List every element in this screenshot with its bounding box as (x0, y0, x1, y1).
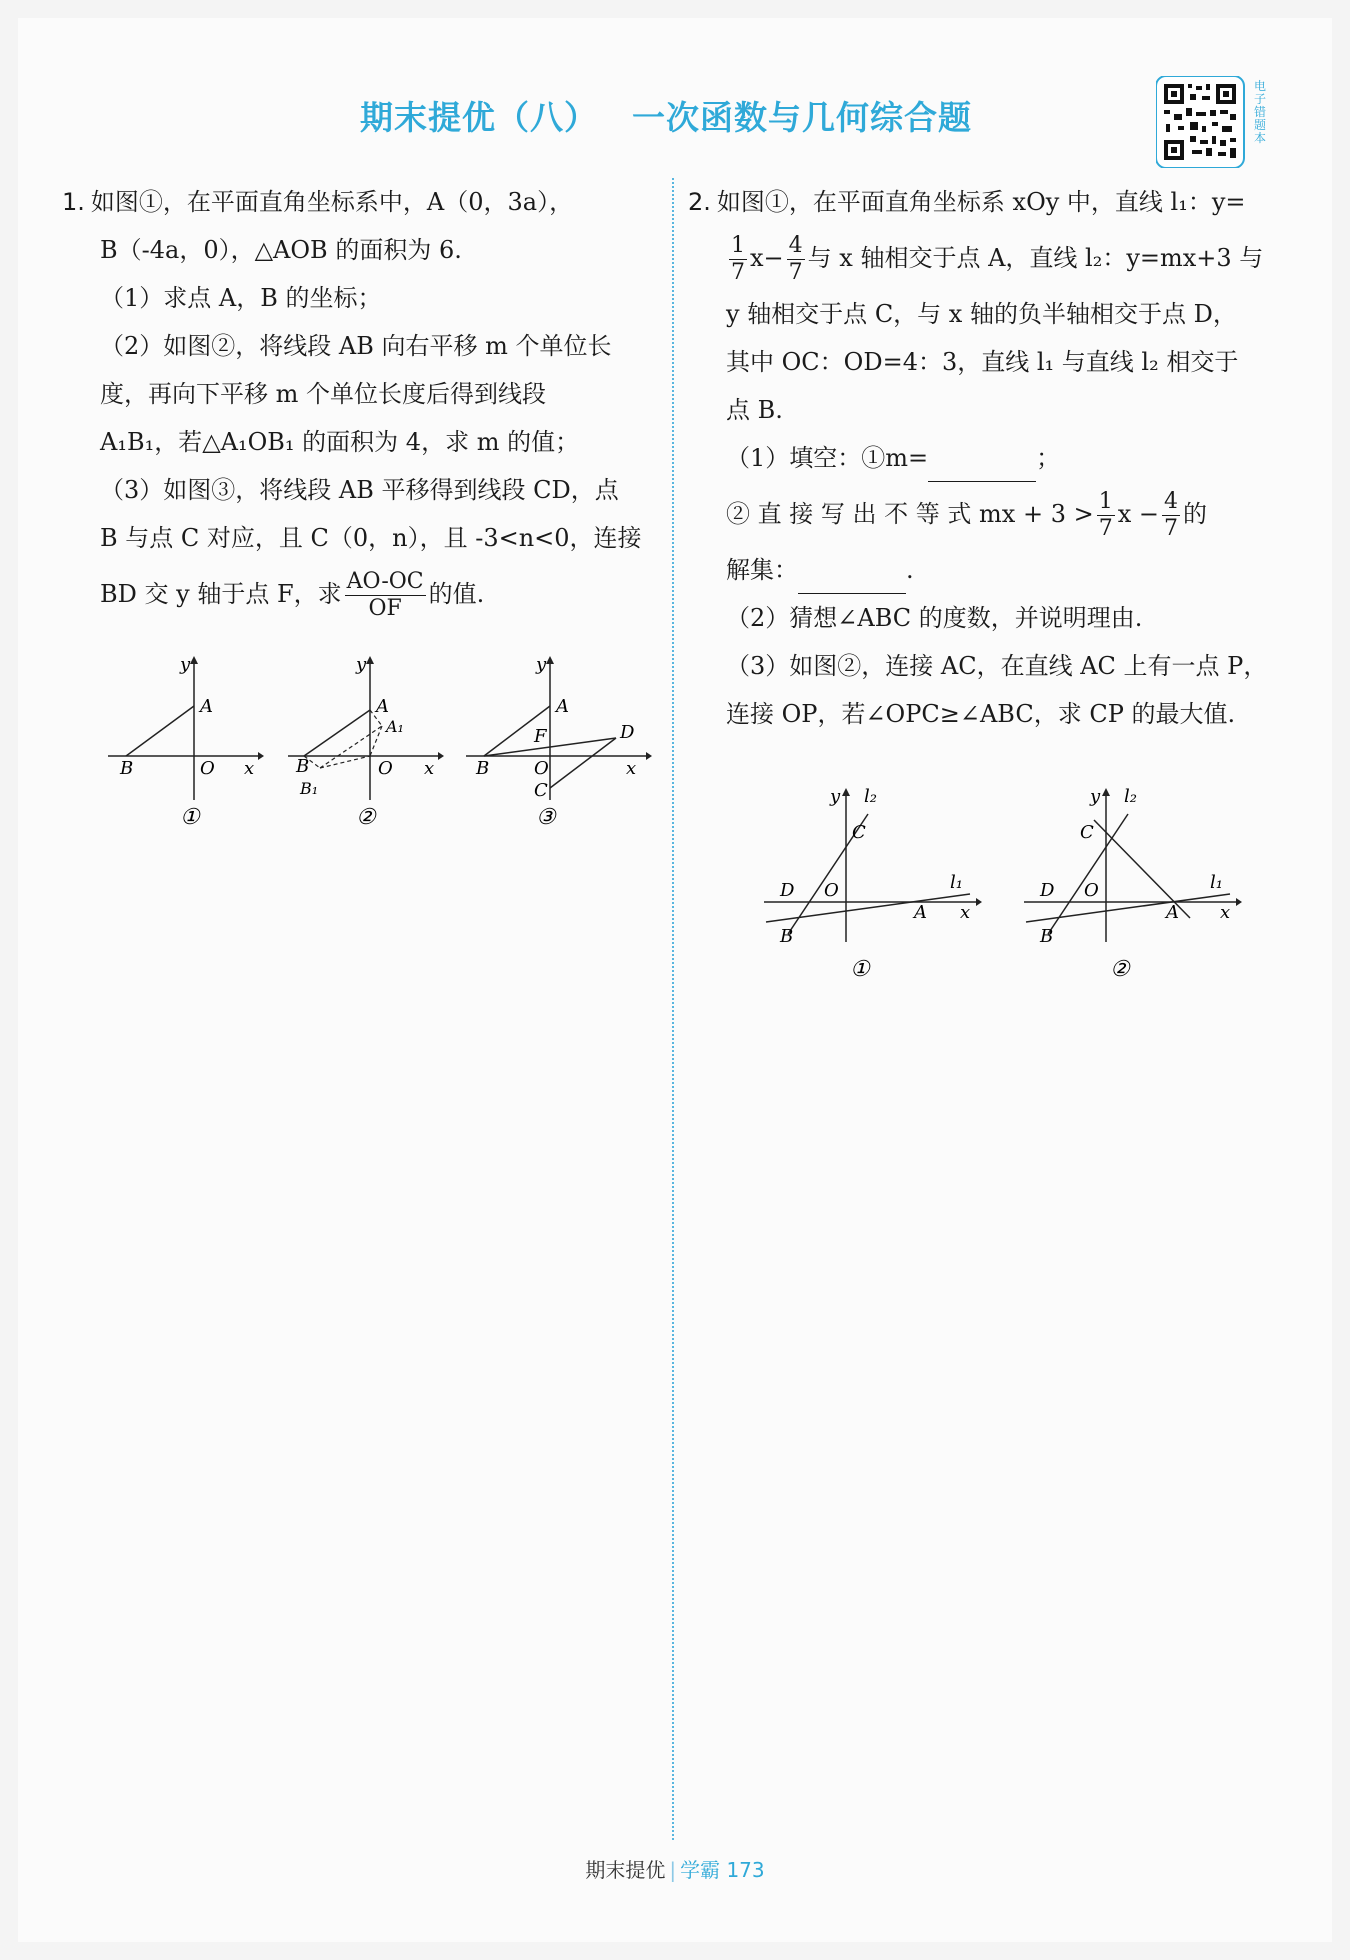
svg-text:C: C (1080, 822, 1094, 843)
q2-frac-4-den: 7 (1163, 516, 1178, 541)
q2-frac-2-num: 4 (788, 233, 803, 258)
q2-inequality-x: x − (1117, 500, 1159, 528)
svg-text:x: x (626, 758, 637, 779)
q2-frac-4 (1162, 489, 1180, 542)
svg-text:B₁: B₁ (300, 779, 319, 798)
q1-figure-3 (462, 650, 652, 830)
q1-number: 1. (62, 188, 85, 216)
q2-line-5: 点 B. (726, 396, 783, 424)
footer-label: 期末提优 (585, 1858, 666, 1882)
q2-part-2: （2）猜想∠ABC 的度数，并说明理由. (726, 604, 1143, 632)
svg-text:x: x (244, 758, 255, 779)
svg-text:y: y (180, 654, 191, 675)
svg-text:l₁: l₁ (1210, 872, 1223, 893)
q2-line-1: 如图①，在平面直角坐标系 xOy 中，直线 l₁：y= (716, 188, 1246, 216)
footer-separator: | (669, 1858, 677, 1882)
svg-text:y: y (536, 654, 547, 675)
q2-solution-set-line (688, 546, 1280, 594)
q2-blank-m[interactable] (928, 451, 1036, 482)
question-1 (62, 178, 654, 626)
svg-text:B: B (296, 756, 310, 777)
q1-figure-1 (104, 650, 264, 830)
svg-text:l₁: l₁ (950, 872, 963, 893)
q1-line-9b: 的值. (428, 580, 485, 608)
q2-line-2 (688, 226, 1280, 290)
q2-frac-1-num: 1 (731, 233, 745, 258)
q1-line-6: A₁B₁，若△A₁OB₁ 的面积为 4，求 m 的值； (100, 428, 580, 456)
column-divider (672, 178, 674, 1840)
q2-solution-end: . (906, 556, 914, 584)
q1-part-1: （1）求点 A，B 的坐标； (100, 284, 382, 312)
q2-line-4: 其中 OC：OD=4：3，直线 l₁ 与直线 l₂ 相交于 (726, 348, 1239, 376)
svg-text:y: y (1090, 786, 1101, 807)
q2-part-1 (688, 434, 1280, 482)
svg-text:B: B (780, 926, 794, 947)
q2-solution-set-label: 解集： (726, 556, 798, 584)
q1-figure-2 (284, 650, 444, 830)
svg-text:C: C (852, 822, 866, 843)
q2-line-11: 连接 OP，若∠OPC≥∠ABC，求 CP 的最大值. (726, 700, 1236, 728)
svg-text:x: x (1220, 902, 1231, 923)
page-title (360, 92, 1000, 139)
svg-text:A: A (556, 696, 569, 717)
svg-text:y: y (830, 786, 841, 807)
svg-text:B: B (476, 758, 490, 779)
q2-fig-label-2: ② (1110, 957, 1130, 982)
svg-text:l₂: l₂ (1124, 786, 1137, 807)
svg-text:D: D (780, 880, 795, 901)
q2-frac-1 (729, 233, 747, 286)
svg-text:D: D (1040, 880, 1055, 901)
svg-text:B: B (1040, 926, 1054, 947)
title-right: 一次函数与几何综合题 (632, 98, 972, 137)
q2-part-1-text: （1）填空：①m= (726, 444, 929, 472)
svg-text:A: A (376, 696, 389, 717)
page-number: 173 (726, 1858, 765, 1882)
q2-figure-2 (1014, 784, 1244, 984)
q2-blank-solution[interactable] (798, 563, 906, 594)
q1-fig-label-3: ③ (536, 805, 556, 830)
q2-line-2b: 与 x 轴相交于点 A，直线 l₂：y=mx+3 与 (807, 244, 1264, 272)
q1-fig-label-2: ② (356, 805, 376, 830)
question-2 (688, 178, 1280, 738)
svg-text:D: D (620, 722, 635, 743)
q2-line-3: y 轴相交于点 C，与 x 轴的负半轴相交于点 D， (726, 300, 1237, 328)
svg-text:O: O (534, 758, 549, 779)
q2-frac-3 (1097, 489, 1115, 542)
svg-text:x: x (424, 758, 435, 779)
q1-line-9 (62, 562, 654, 626)
q1-line-1: 如图①，在平面直角坐标系中，A（0，3a）， (90, 188, 574, 216)
q2-frac-3-den: 7 (1098, 516, 1113, 541)
title-left: 期末提优（八） (360, 98, 598, 137)
q1-part-2: （2）如图②，将线段 AB 向右平移 m 个单位长 (100, 332, 612, 360)
qr-label: 电子错题本 (1254, 79, 1267, 145)
svg-text:A₁: A₁ (386, 717, 404, 736)
q2-inequality-line (688, 482, 1280, 546)
svg-text:B: B (120, 758, 134, 779)
svg-text:C: C (534, 780, 548, 801)
svg-text:O: O (200, 758, 215, 779)
svg-text:A: A (914, 902, 927, 923)
page-footer (0, 1854, 1350, 1883)
q2-frac-2 (787, 233, 805, 286)
svg-text:O: O (378, 758, 393, 779)
q1-fig-label-1: ① (180, 805, 200, 830)
q2-number: 2. (688, 188, 711, 216)
svg-text:l₂: l₂ (864, 786, 877, 807)
footer-brand: 学霸 (680, 1858, 721, 1882)
svg-text:y: y (356, 654, 367, 675)
q2-frac-1-den: 7 (731, 260, 745, 285)
q2-part-1-end: ； (1036, 444, 1061, 472)
svg-text:O: O (1084, 880, 1099, 901)
q1-line-5: 度，再向下平移 m 个单位长度后得到线段 (100, 380, 547, 408)
svg-text:x: x (960, 902, 971, 923)
svg-text:F: F (534, 726, 547, 747)
svg-text:A: A (200, 696, 213, 717)
q1-line-9a: BD 交 y 轴于点 F，求 (100, 580, 342, 608)
q2-figure-1 (754, 784, 984, 984)
svg-text:O: O (824, 880, 839, 901)
qr-code[interactable] (1156, 76, 1264, 168)
q2-frac-2-den: 7 (788, 260, 803, 285)
q2-inequality-text: ② 直 接 写 出 不 等 式 mx + 3 > (726, 500, 1094, 528)
q2-x-minus: x− (750, 244, 784, 272)
q2-frac-3-num: 1 (1098, 489, 1113, 514)
q2-inequality-end: 的 (1182, 500, 1207, 528)
q1-line-8: B 与点 C 对应，且 C（0，n），且 -3<n<0，连接 (100, 524, 642, 552)
q2-fig-label-1: ① (850, 957, 870, 982)
svg-text:A: A (1166, 902, 1179, 923)
q1-line-2: B（-4a，0），△AOB 的面积为 6. (100, 236, 462, 264)
q1-frac-den: OF (368, 596, 402, 621)
q2-frac-4-num: 4 (1163, 489, 1178, 514)
q2-part-3: （3）如图②，连接 AC，在直线 AC 上有一点 P， (726, 652, 1268, 680)
q1-fraction (345, 569, 426, 622)
q1-part-3: （3）如图③，将线段 AB 平移得到线段 CD，点 (100, 476, 619, 504)
q1-frac-num: AO-OC (346, 569, 424, 594)
